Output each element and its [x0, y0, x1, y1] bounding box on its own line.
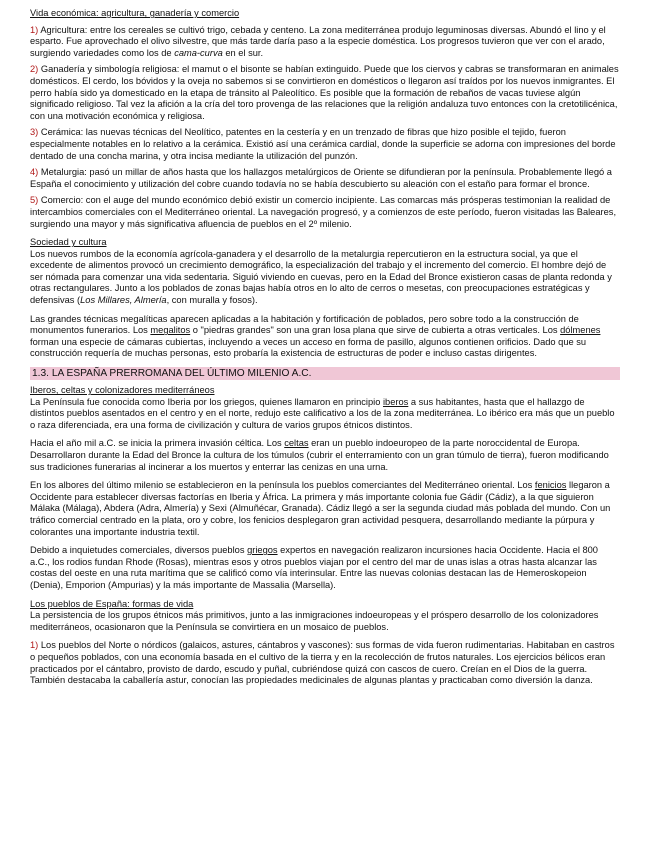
list-number: 1)	[30, 640, 39, 651]
section-heading-sociedad: Sociedad y cultura	[30, 237, 107, 248]
underlined-term: iberos	[382, 396, 409, 407]
chapter-band-title: 1.3. LA ESPAÑA PRERROMANA DEL ÚLTIMO MILENIO A.C.	[30, 367, 620, 380]
paragraph-text: a sus habitantes, hasta que el hallazgo de distintos pueblos asentados en el centro y en el norte, redujo este calificativo a los de la zona mediterránea. Lo ibérico era más que un pueblo o raza diferenciada, era una forma de civilización y cultura de varios grupos étnicos distintos.	[30, 396, 615, 430]
underlined-term: griegos	[247, 545, 278, 556]
paragraph-pueblos-norte	[30, 640, 620, 686]
paragraph-griegos	[30, 545, 620, 591]
list-number: 2)	[30, 64, 39, 75]
paragraph-text: forman una especie de cámaras cubiertas, incluyendo a veces un acceso en forma de pasillo, algunos contienen orificios. Dado que su construcción requería de muchas personas, esto probaría la existencia de estructuras de poder e incluso castas dirigentes.	[30, 336, 587, 359]
paragraph-text: La persistencia de los grupos étnicos más primitivos, junto a las inmigraciones indoeuropeas y el próspero desarrollo de los colonizadores mediterráneos, ocasionaron que la Península se convirtiera en un mosaico de pueblos.	[30, 610, 599, 632]
paragraph-agricultura	[30, 25, 620, 60]
paragraph-text: La Península fue conocida como Iberia por los griegos, quienes llamaron en principio	[30, 396, 383, 407]
paragraph-text: Ganadería y simbología religiosa: el mamut o el bisonte se habían extinguido. Puede que los ciervos y cabras se transformaran en animales domésticos. El cerdo, los bóvidos y la oveja no sabemos si se convirtieron en domésticos o llegaron así traídos por los nuevos inmigrantes. El perro había sido ya domesticado en la etapa de tránsito al Paleolítico. Es posible que la formación de rebaños de vacas tuviese algún significado religioso. Tal vez la afición a la cría del toro provenga de las relaciones que la religión andaluza tuvo entonces con la cretotilicénica, con una motivación económica y religiosa.	[30, 64, 619, 121]
paragraph-text: Las grandes técnicas megalíticas aparecen aplicadas a la habitación y fortificación de poblados, pero sobre todo a la construcción de monumentos funerarios. Los	[30, 313, 579, 336]
section-heading-iberos: Iberos, celtas y colonizadores mediterráneos	[30, 385, 215, 396]
list-number: 1)	[30, 24, 39, 35]
paragraph-text: Los pueblos del Norte o nórdicos (galaicos, astures, cántabros y vascones): sus formas de vida fueron rudimentarias. Habitaban en castros o pequeños poblados, con una economía basada en el cultivo de la tierra y en la recolección de frutos naturales. Los ejercicios bélicos eran practicados por el cántabro, provisto de dardo, escudo y puñal, cubriéndose quizá con cascos de cuero. Creían en el Dios de la guerra. También destacaba la caballería astur, conocían las propiedades medicinales de algunas plantas y practicaban como diversión la danza.	[30, 640, 615, 686]
section-heading-pueblos: Los pueblos de España: formas de vida	[30, 598, 194, 609]
paragraph-text: llegaron a Occidente para establecer diversas factorías en Iberia y África. La primera y más importante colonia fue Gádir (Cádiz), a la que siguieron Málaka (Málaga), Abdera (Adra, Almería) y Sexi (Almuñécar, Granada). Cádiz llegó a ser la segunda ciudad más poblada del mundo. Con un tráfico comercial centrado en la plata, oro y cobre, los fenicios desplegaron gran actividad pesquera, desarrollando mediante la púrpura y colorantes una importante industria textil.	[30, 480, 611, 537]
paragraph-sociedad	[30, 249, 620, 307]
italic-term: Los Millares, Almería	[80, 295, 167, 306]
paragraph-text: en el sur.	[222, 47, 264, 58]
underlined-term: dólmenes	[560, 325, 601, 336]
paragraph-megalitos	[30, 314, 620, 360]
paragraph-celtas	[30, 438, 620, 473]
list-number: 4)	[30, 167, 39, 178]
paragraph-iberia	[30, 397, 620, 432]
paragraph-text: eran un pueblo indoeuropeo de la parte noroccidental de Europa. Desarrollaron durante la Edad del Bronce la cultura de los túmulos (cubrir el enterramiento con un gran túmulo de tierra), fueron modificando sus tradiciones funerarias al incinerar a los muertos y enterrar las cenizas en una urna.	[30, 438, 609, 472]
paragraph-text: o "piedras grandes" son una gran losa plana que sirve de cubierta a otras verticales. Los	[190, 325, 561, 336]
paragraph-text: Hacia el año mil a.C. se inicia la primera invasión céltica. Los	[30, 438, 285, 449]
section-heading-economia: Vida económica: agricultura, ganadería y comercio	[30, 8, 240, 18]
underlined-term: megalitos	[150, 325, 191, 336]
paragraph-text: Cerámica: las nuevas técnicas del Neolítico, patentes en la cestería y en un trenzado de fibras que hizo posible el tejido, fueron especialmente notables en lo relativo a la cerámica. Existió así una cerámica cardial, donde la superficie se adorna con impresiones del borde dentado de una concha marina, y otra incisa mediante la utilización del punzón.	[30, 127, 616, 161]
list-number: 3)	[30, 127, 39, 138]
paragraph-text: , con muralla y fosos).	[166, 295, 258, 306]
paragraph-text: Agricultura: entre los cereales se cultivó trigo, cebada y centeno. La zona mediterránea produjo leguminosas diversas. Abundó el lino y el esparto. Fue aprovechado el olivo silvestre, que más tarde daría paso a la especie doméstica. Los progresos tuvieron que ver con el arado, surgiendo variedades como los de	[30, 24, 606, 58]
list-number: 5)	[30, 195, 39, 206]
italic-term: cama-curva	[174, 47, 223, 58]
paragraph-mosaico	[30, 610, 620, 633]
paragraph-ganaderia	[30, 64, 620, 122]
paragraph-metalurgia	[30, 167, 620, 190]
paragraph-text: expertos en navegación realizaron incursiones hacia Occidente. Hacia el 800 a.C., los rodios fundan Rhode (Rosas), mientras esos y otros pueblos viajan por el centro del mar de unas islas a otras hasta alcanzar las costas del oeste en una ruta marítima que se calificó como vía interinsular. Entre las nuevas colonias destacan las de Hemeroskopeion (Denia), Emporion (Ampurias) y la más importante de Massalia (Marsella).	[30, 545, 598, 590]
paragraph-text: En los albores del último milenio se establecieron en la península los pueblos comerciantes del Mediterráneo oriental. Los	[30, 480, 535, 491]
paragraph-text: Los nuevos rumbos de la economía agrícola-ganadera y el desarrollo de la metalurgia repercutieron en la estructura social, ya que el excedente de alimentos provocó un crecimiento demográfico, la especialización del trabajo y el incremento del comercio. El hombre dejó de ser nómada para comenzar una vida sedentaria. Siguió viviendo en cuevas, pero en la Edad del Bronce existieron casas de planta redonda y otras rectangulares. Junto a los poblados de zonas bajas había otros en lo alto de cerros o mesetas, con preocupaciones estratégicas y defensivas (	[30, 248, 612, 306]
paragraph-comercio	[30, 195, 620, 230]
underlined-term: fenicios	[534, 480, 567, 491]
paragraph-fenicios	[30, 480, 620, 538]
underlined-term: celtas	[284, 438, 309, 449]
paragraph-text: Metalurgia: pasó un millar de años hasta que los hallazgos metalúrgicos de Oriente se difundieran por la península. Probablemente llegó a España el conocimiento y utilización del cobre cuando todavía no se había descubierto su aleación con el estaño para formar el bronce.	[30, 167, 612, 189]
paragraph-ceramica	[30, 127, 620, 162]
document-page	[30, 8, 620, 687]
paragraph-text: Debido a inquietudes comerciales, diversos pueblos	[30, 545, 248, 556]
paragraph-text: Comercio: con el auge del mundo económico debió existir un comercio incipiente. Las comarcas más prósperas testimonian la realidad de intercambios comerciales con el Mediterráneo oriental. La navegación progresó, y a comienzos de este período, fueron visitadas las Baleares, surgiendo una mayor y más significativa afluencia de pueblos en el 2º milenio.	[30, 195, 617, 229]
